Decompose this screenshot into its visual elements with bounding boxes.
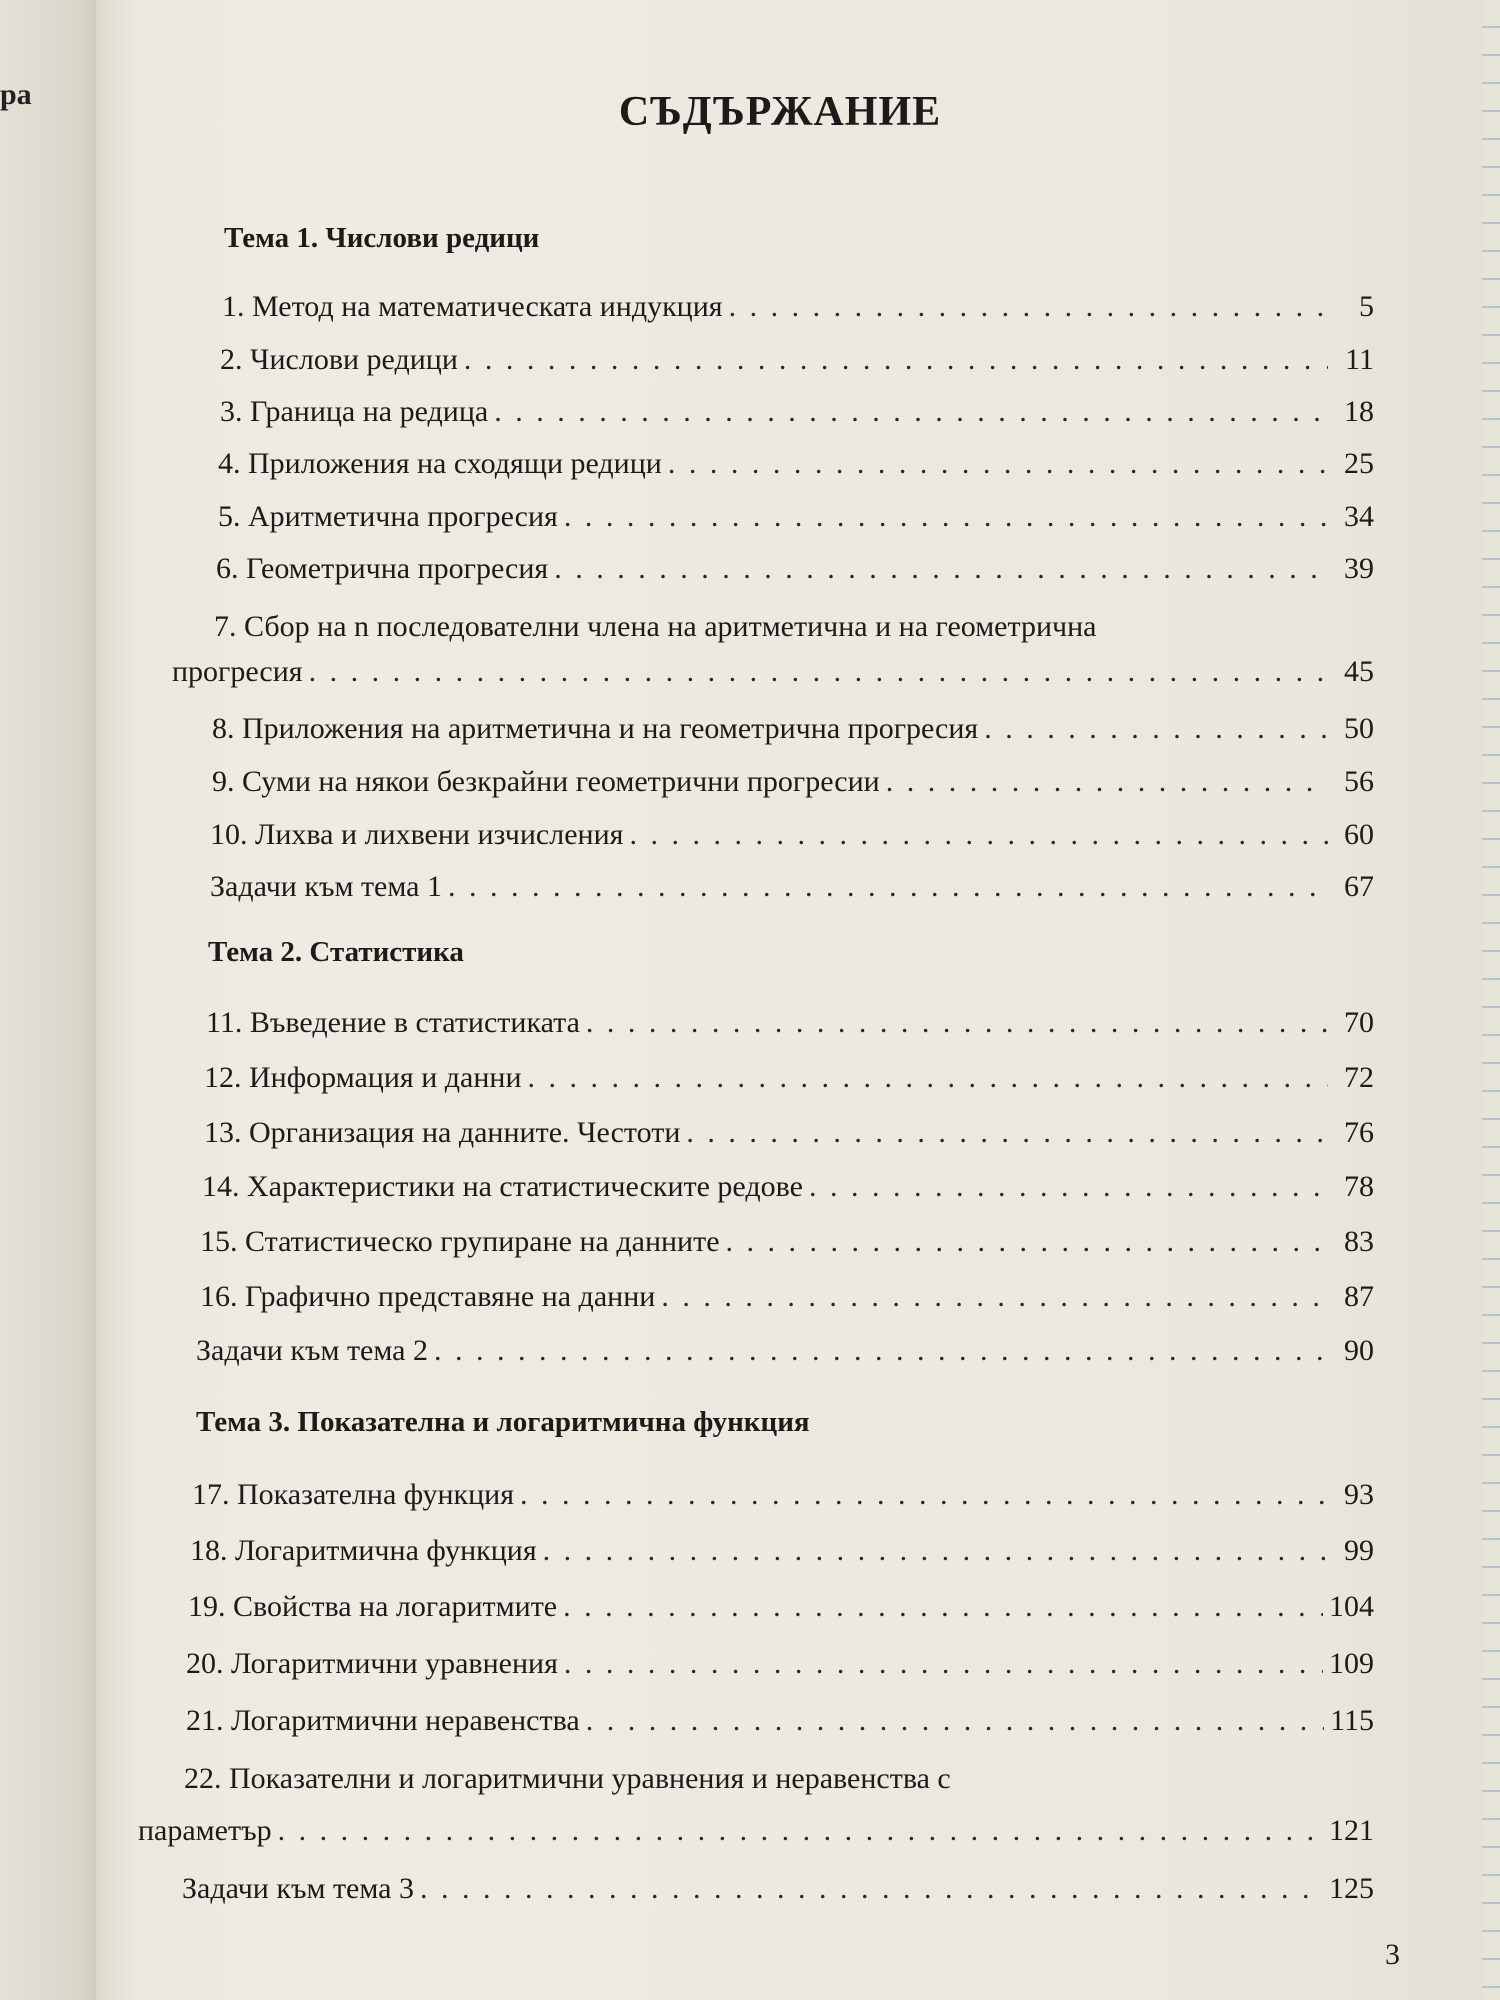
leader-dots xyxy=(448,870,1328,904)
book-gutter xyxy=(0,0,96,2000)
toc-entry-page: 5 xyxy=(1359,290,1374,323)
toc-entry-label: 19. Свойства на логаритмите xyxy=(188,1590,558,1623)
toc-entry-label: 6. Геометрична прогресия xyxy=(216,552,549,585)
toc-entry-label: 13. Организация на данните. Честоти xyxy=(204,1116,681,1149)
toc-entry-label: Задачи към тема 1 xyxy=(210,870,442,903)
toc-entry xyxy=(218,447,1374,481)
leader-dots xyxy=(464,343,1328,377)
toc-entry-page: 60 xyxy=(1344,818,1374,851)
leader-dots xyxy=(494,395,1328,429)
left-page-fragment: ра xyxy=(0,78,32,111)
leader-dots xyxy=(661,1280,1328,1314)
toc-entry-page: 70 xyxy=(1344,1006,1374,1039)
toc-entry xyxy=(190,1534,1374,1568)
toc-entry-label: 14. Характеристики на статистическите редове xyxy=(202,1170,803,1203)
toc-entry xyxy=(202,1170,1374,1204)
leader-dots xyxy=(686,1116,1328,1150)
toc-entry-page: 83 xyxy=(1344,1225,1374,1258)
toc-entry-label: 18. Логаритмична функция xyxy=(190,1534,537,1567)
toc-entry xyxy=(196,1334,1374,1368)
toc-entry xyxy=(200,1280,1374,1314)
leader-dots xyxy=(586,1006,1328,1040)
toc-entry-page: 18 xyxy=(1344,395,1374,428)
leader-dots xyxy=(420,1872,1323,1906)
leader-dots xyxy=(564,500,1328,534)
leader-dots xyxy=(520,1478,1328,1512)
toc-entry xyxy=(218,500,1374,534)
toc-entry xyxy=(172,655,1374,689)
toc-entry-label: 1. Метод на математическата индукция xyxy=(222,290,723,323)
section-heading-1: Тема 1. Числови редици xyxy=(224,222,540,254)
leader-dots xyxy=(434,1334,1328,1368)
toc-entry-label: 4. Приложения на сходящи редици xyxy=(218,447,662,480)
toc-entry xyxy=(222,290,1374,324)
toc-entry xyxy=(212,712,1374,746)
toc-entry-page: 72 xyxy=(1344,1061,1374,1094)
leader-dots xyxy=(309,655,1328,689)
section-heading-2: Тема 2. Статистика xyxy=(208,936,464,968)
toc-entry-label: 12. Информация и данни xyxy=(204,1061,522,1094)
toc-entry xyxy=(210,818,1374,852)
toc-entry xyxy=(220,395,1374,429)
toc-entry-page: 34 xyxy=(1344,500,1374,533)
toc-entry xyxy=(186,1647,1374,1681)
toc-entry-label: 11. Въведение в статистиката xyxy=(206,1006,580,1039)
toc-entry-label: 20. Логаритмични уравнения xyxy=(186,1647,558,1680)
toc-entry-page: 90 xyxy=(1344,1334,1374,1367)
toc-entry-page: 56 xyxy=(1344,765,1374,798)
leader-dots xyxy=(886,765,1328,799)
leader-dots xyxy=(629,818,1328,852)
toc-entry-label: 16. Графично представяне на данни xyxy=(200,1280,656,1313)
leader-dots xyxy=(809,1170,1328,1204)
notebook-edge xyxy=(1482,0,1500,2000)
section-heading-3: Тема 3. Показателна и логаритмична функция xyxy=(196,1406,810,1438)
toc-entry-label: Задачи към тема 3 xyxy=(182,1872,414,1905)
toc-entry-page: 104 xyxy=(1329,1590,1374,1623)
toc-entry xyxy=(204,1061,1374,1095)
toc-entry-page: 25 xyxy=(1344,447,1374,480)
toc-entry-label: 15. Статистическо групиране на данните xyxy=(200,1225,720,1258)
toc-entry-page: 109 xyxy=(1329,1647,1374,1680)
leader-dots xyxy=(543,1534,1328,1568)
leader-dots xyxy=(668,447,1328,481)
toc-entry-page: 76 xyxy=(1344,1116,1374,1149)
toc-entry xyxy=(220,343,1374,377)
toc-entry-label: 3. Граница на редица xyxy=(220,395,489,428)
toc-entry xyxy=(206,1006,1374,1040)
leader-dots xyxy=(984,712,1328,746)
leader-dots xyxy=(278,1814,1323,1848)
toc-entry xyxy=(210,870,1374,904)
toc-entry xyxy=(192,1478,1374,1512)
toc-entry-page: 45 xyxy=(1344,655,1374,688)
toc-entry-label: 2. Числови редици xyxy=(220,343,458,376)
toc-entry xyxy=(182,1872,1374,1906)
page-number: 3 xyxy=(1385,1938,1400,1971)
toc-entry xyxy=(200,1225,1374,1259)
toc-entry-label-line1: 22. Показателни и логаритмични уравнения и неравенства с xyxy=(184,1762,951,1795)
toc-entry-label: прогресия xyxy=(172,655,303,688)
toc-entry-page: 93 xyxy=(1344,1478,1374,1511)
toc-entry-label: 5. Аритметична прогресия xyxy=(218,500,558,533)
leader-dots xyxy=(726,1225,1328,1259)
toc-entry-label: 9. Суми на някои безкрайни геометрични прогресии xyxy=(212,765,880,798)
toc-entry-page: 11 xyxy=(1345,343,1374,376)
leader-dots xyxy=(554,552,1328,586)
toc-entry-label: 17. Показателна функция xyxy=(192,1478,514,1511)
toc-entry-page: 115 xyxy=(1330,1704,1374,1737)
toc-entry-label-line1: 7. Сбор на n последователни члена на аритметична и на геометрична xyxy=(214,610,1097,643)
toc-entry xyxy=(212,765,1374,799)
leader-dots xyxy=(563,1590,1323,1624)
toc-entry-page: 67 xyxy=(1344,870,1374,903)
toc-entry xyxy=(216,552,1374,586)
leader-dots xyxy=(729,290,1328,324)
toc-entry-label: 21. Логаритмични неравенства xyxy=(186,1704,580,1737)
toc-entry-label: 8. Приложения на аритметична и на геометрична прогресия xyxy=(212,712,979,745)
leader-dots xyxy=(586,1704,1324,1738)
toc-entry xyxy=(138,1814,1374,1848)
toc-entry xyxy=(186,1704,1374,1738)
toc-entry-page: 39 xyxy=(1344,552,1374,585)
toc-entry-page: 125 xyxy=(1329,1872,1374,1905)
toc-entry-page: 121 xyxy=(1329,1814,1374,1847)
toc-entry-page: 87 xyxy=(1344,1280,1374,1313)
toc-entry-page: 50 xyxy=(1344,712,1374,745)
page-title: СЪДЪРЖАНИЕ xyxy=(618,89,942,135)
toc-entry xyxy=(188,1590,1374,1624)
toc-entry-label: 10. Лихва и лихвени изчисления xyxy=(210,818,624,851)
toc-entry-page: 99 xyxy=(1344,1534,1374,1567)
toc-entry-label: параметър xyxy=(138,1814,272,1847)
toc-entry-page: 78 xyxy=(1344,1170,1374,1203)
leader-dots xyxy=(528,1061,1328,1095)
toc-entry-label: Задачи към тема 2 xyxy=(196,1334,428,1367)
toc-entry xyxy=(204,1116,1374,1150)
leader-dots xyxy=(564,1647,1323,1681)
